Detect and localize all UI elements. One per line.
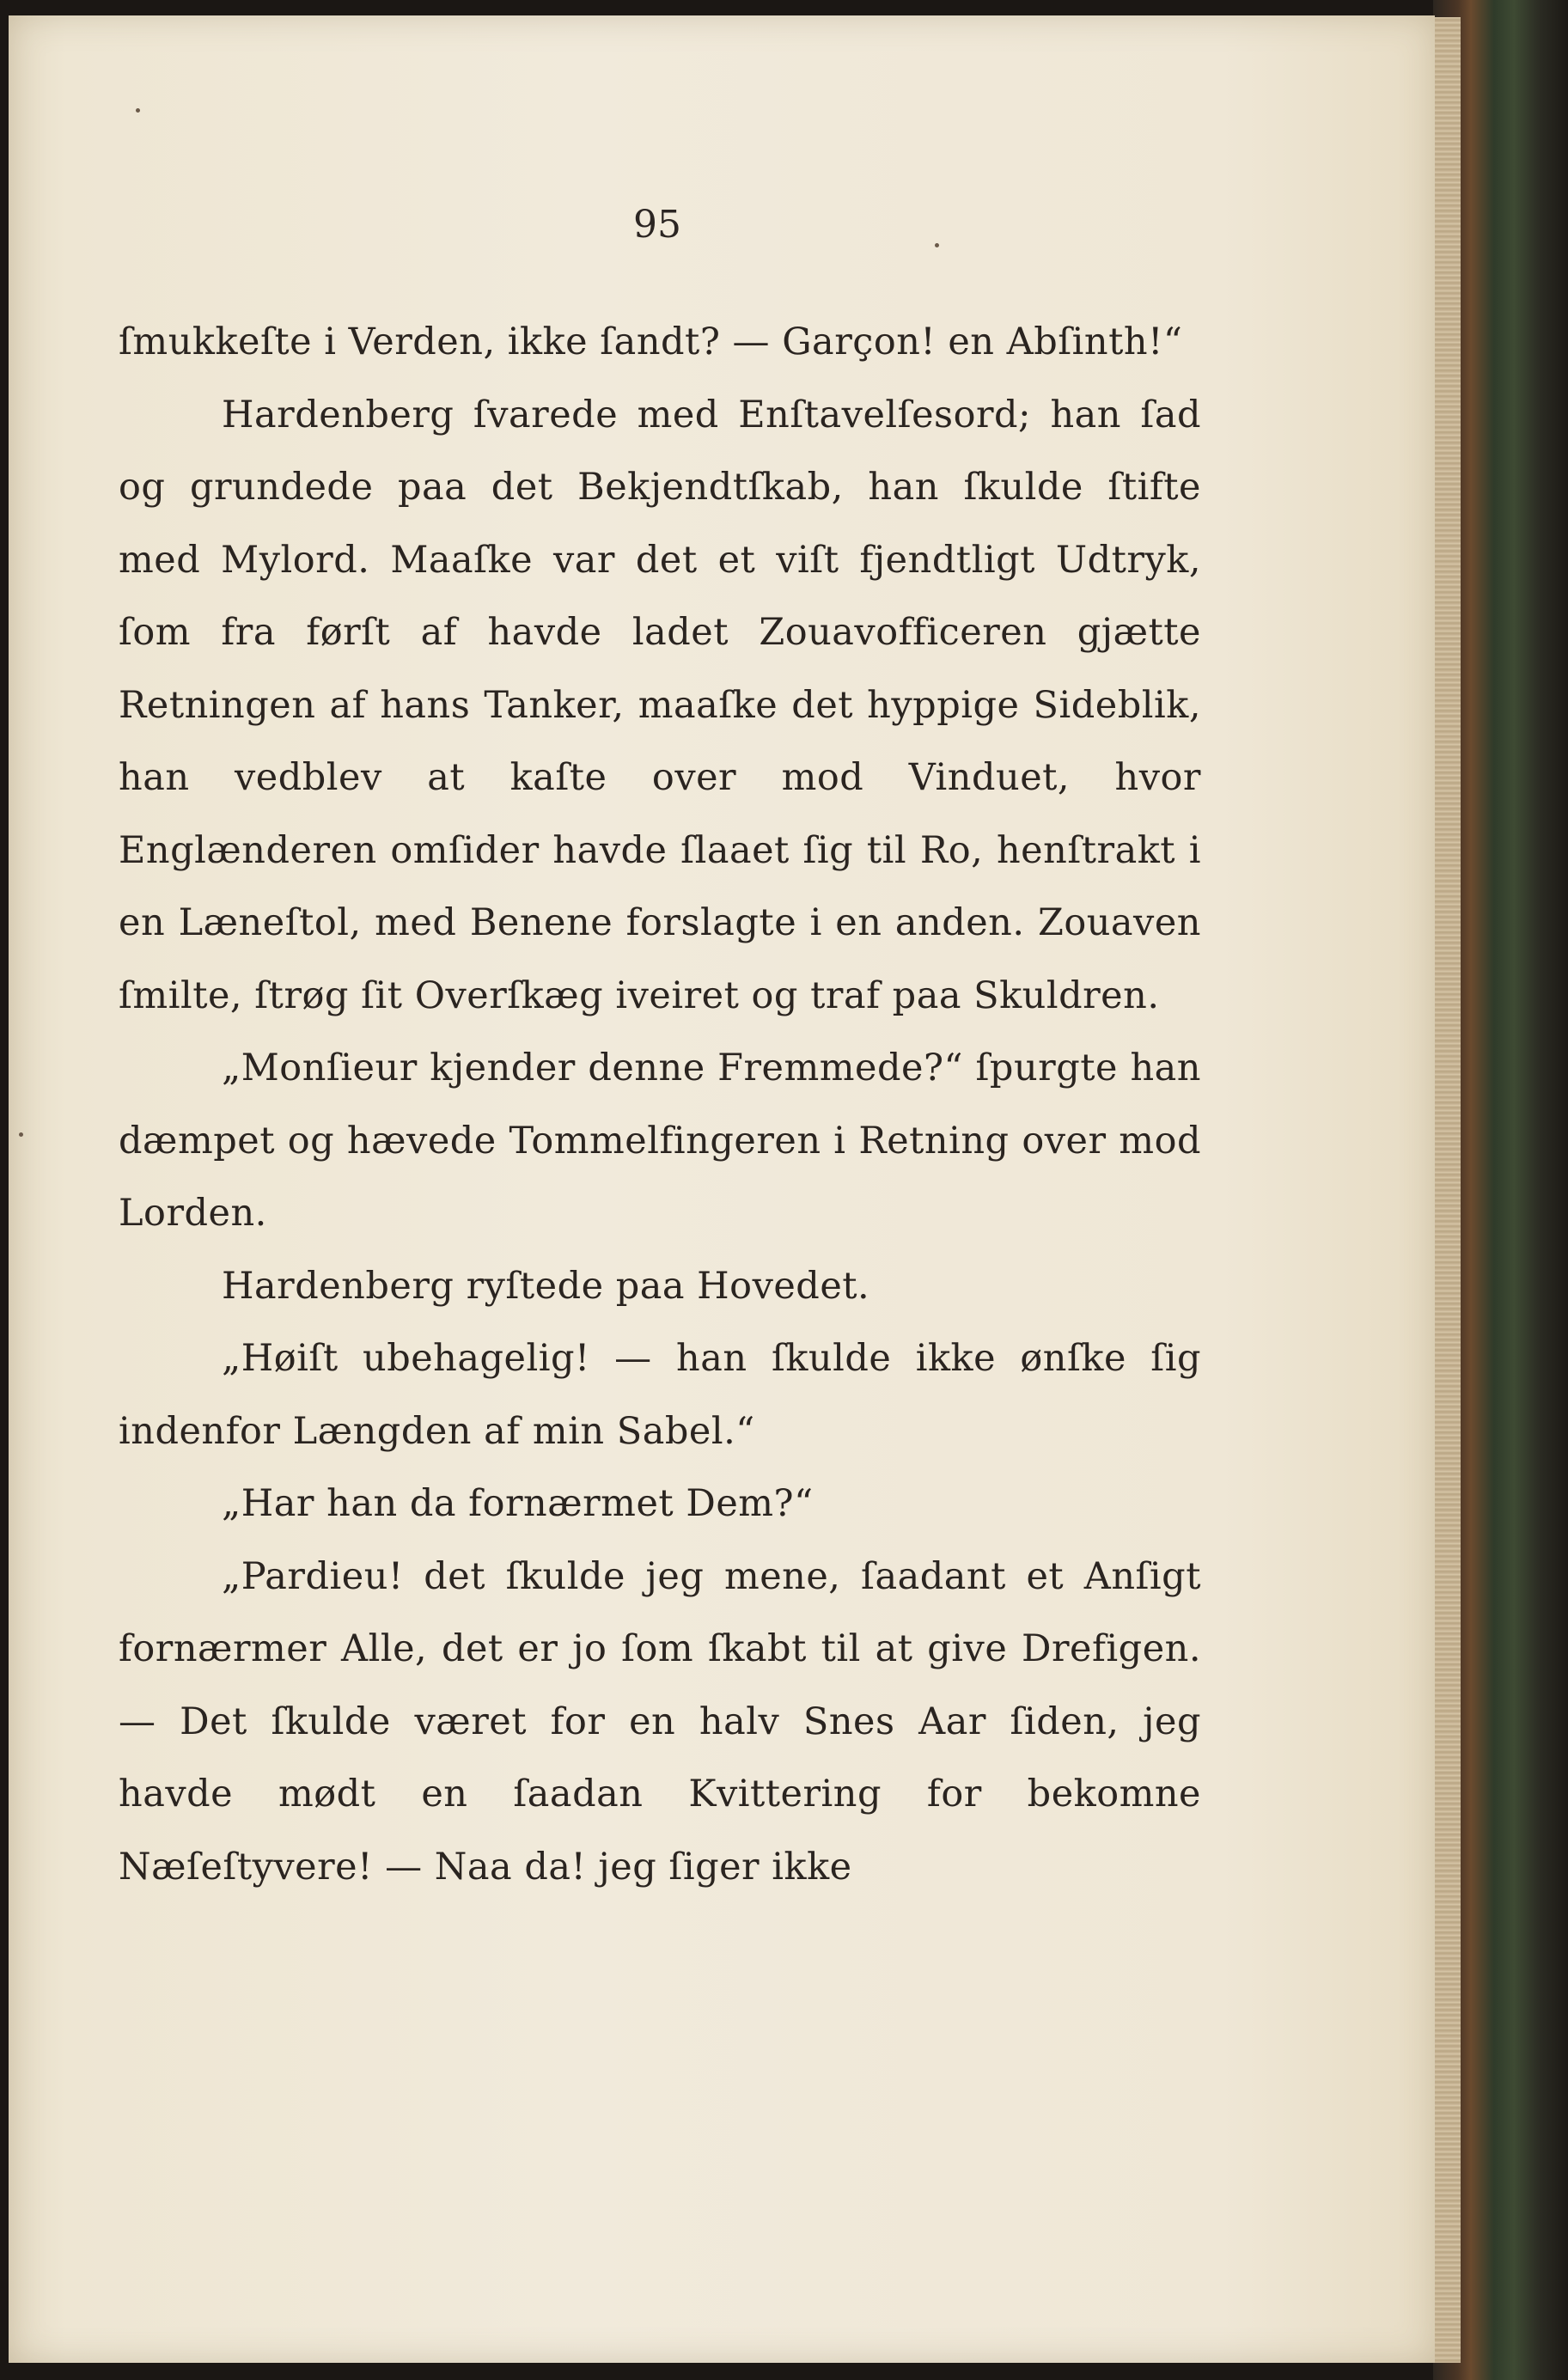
paragraph: „Pardieu! det ſkulde jeg mene, ſaadant et Anſigt fornærmer Alle, det er jo ſom ſkabt til at give Drefigen. — Det ſkulde været for en halv Snes Aar ſiden, jeg havde mødt en ſaadan Kvittering for bekomne Næſeſtyvere! — Naa da! jeg ſiger ikke [119,1554,1201,1889]
ink-speck [136,108,140,113]
paragraph: Hardenberg ſvarede med Enſtavelſesord; han ſad og grundede paa det Bekjendtſkab, han ſkulde ſtifte med Mylord. Maaſke var det et viſt fjendtligt Udtryk, ſom fra førſt af havde ladet Zouavofficeren gjætte Retningen af hans Tanker, maaſke det hyppige Sideblik, han vedblev at kaſte over mod Vinduet, hvor Englænderen omſider havde ſlaaet ſig til Ro, henſtrakt i en Læneſtol, med Benene forslagte i en anden. Zouaven ſmilte, ſtrøg ſit Overſkæg iveiret og traf paa Skuldren. [119,393,1201,1017]
paragraph: Hardenberg ryſtede paa Hovedet. [222,1264,870,1308]
body-text [119,306,1201,1903]
paragraph: „Høiſt ubehagelig! — han ſkulde ikke ønſke ſig indenfor Længden af min Sabel.“ [119,1337,1201,1453]
paragraph: „Har han da fornærmet Dem?“ [222,1482,814,1525]
page-number: 95 [633,203,681,247]
paragraph: „Monſieur kjender denne Fremmede?“ ſpurgte han dæmpet og hævede Tommelfingeren i Retning over mod Lorden. [119,1047,1201,1235]
ink-speck [935,243,939,247]
ink-speck [19,1132,23,1137]
paragraph: ſmukkeſte i Verden, ikke ſandt? — Garçon! en Abſinth!“ [119,320,1183,363]
page-edges [1433,17,1461,2363]
book-page [9,15,1435,2363]
